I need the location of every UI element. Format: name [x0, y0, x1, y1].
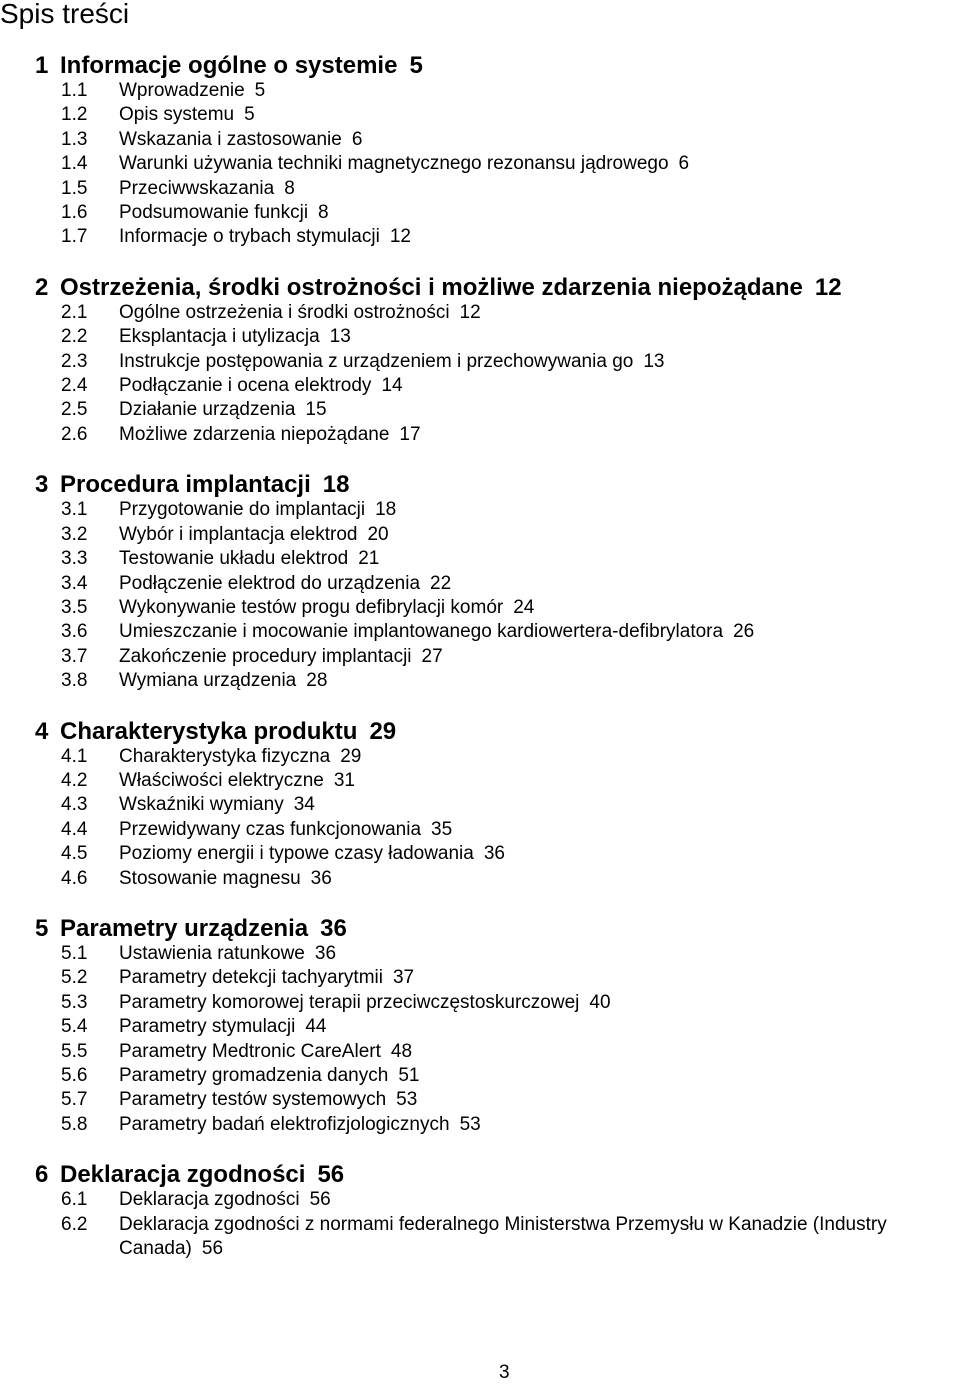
toc-entry-title: Deklaracja zgodności z normami federalnego Ministerstwa Przemysłu w Kanadzie (Industry Canada)	[119, 1213, 887, 1260]
toc-entry-title-wrap	[119, 572, 960, 596]
toc-entry[interactable]	[35, 374, 960, 398]
toc-entry[interactable]	[35, 793, 960, 817]
toc-entry-title: Parametry komorowej terapii przeciwczęstoskurczowej	[119, 991, 580, 1013]
toc-section-page: 56	[317, 1161, 345, 1189]
toc-entry-page: 48	[390, 1040, 413, 1062]
toc-entry-page: 22	[430, 572, 452, 594]
toc-entry-title-wrap	[119, 201, 960, 225]
toc-entry-number: 2.4	[61, 375, 88, 397]
toc-entry-page: 5	[254, 80, 266, 101]
toc-subsection-list	[35, 498, 960, 693]
toc-entry-title: Parametry Medtronic CareAlert	[119, 1040, 381, 1062]
toc-entry-title: Wymiana urządzenia	[119, 670, 297, 692]
toc-entry-number: 3.3	[61, 548, 88, 570]
toc-entry-title: Poziomy energii i typowe czasy ładowania	[119, 843, 474, 865]
toc-entry-number: 1.7	[61, 226, 88, 248]
toc-entry-title: Stosowanie magnesu	[119, 867, 301, 889]
toc-entry-number: 6.2	[61, 1213, 88, 1235]
toc-entry-title: Ogólne ostrzeżenia i środki ostrożności	[119, 301, 450, 323]
toc-entry-page: 8	[284, 177, 295, 199]
toc-entry-title: Podłączenie elektrod do urządzenia	[119, 572, 421, 594]
toc-entry-number: 5.2	[61, 967, 88, 989]
toc-entry-number: 5.7	[61, 1089, 88, 1111]
toc-entry-title: Przeciwwskazania	[119, 177, 275, 199]
toc-entry[interactable]	[35, 398, 960, 422]
toc-entry-number: 4.1	[61, 745, 88, 767]
toc-entry-page: 8	[318, 202, 329, 224]
toc-entry-title: Warunki używania techniki magnetycznego rezonansu jądrowego	[119, 153, 669, 175]
toc-entry-page: 5	[244, 104, 255, 126]
toc-entry-number: 3.7	[61, 645, 88, 667]
toc-entry[interactable]	[35, 669, 960, 693]
toc-entry-number: 5.1	[61, 942, 88, 964]
toc-entry-page: 18	[375, 499, 397, 521]
toc-entry-title-wrap	[119, 793, 960, 817]
toc-entry-title: Informacje o trybach stymulacji	[119, 226, 380, 248]
toc-entry-number: 2.1	[61, 301, 88, 323]
toc-entry[interactable]	[35, 966, 960, 990]
toc-entry-page: 26	[733, 621, 755, 643]
toc-entry-title-wrap	[119, 1088, 960, 1112]
toc-section-heading[interactable]	[35, 53, 960, 79]
toc-entry-page: 36	[314, 942, 337, 964]
toc-entry-title: Eksplantacja i utylizacja	[119, 326, 320, 348]
toc-entry-title-wrap	[119, 177, 960, 201]
toc-section	[35, 1162, 960, 1261]
toc-subsection-list	[35, 1188, 960, 1261]
toc-section	[35, 53, 960, 250]
toc-section-page: 18	[322, 471, 350, 499]
toc-entry-title: Możliwe zdarzenia niepożądane	[119, 423, 390, 445]
toc-entry-page: 40	[589, 991, 611, 1013]
toc-entry-number: 4.4	[61, 818, 88, 840]
toc-section	[35, 719, 960, 891]
toc-entry-title-wrap	[119, 620, 960, 644]
toc-entry-title-wrap	[119, 1015, 960, 1039]
toc-entry-number: 4.5	[61, 843, 88, 865]
toc-entry-page: 13	[643, 350, 665, 372]
page-number: 3	[499, 1362, 510, 1383]
toc-entry-title: Instrukcje postępowania z urządzeniem i przechowywania go	[119, 350, 634, 372]
toc-section-number: 6	[35, 1161, 49, 1189]
toc-entry-title-wrap	[119, 1188, 960, 1212]
toc-entry-number: 1.3	[61, 128, 88, 150]
toc-section	[35, 916, 960, 1137]
toc-entry-page: 53	[396, 1089, 418, 1111]
toc-entry-title-wrap	[119, 374, 960, 398]
table-of-contents	[35, 53, 960, 1261]
toc-entry-title-wrap	[119, 523, 960, 547]
toc-entry[interactable]	[35, 152, 960, 176]
toc-entry-title-wrap	[119, 669, 960, 693]
toc-entry-title-wrap	[119, 423, 960, 447]
toc-entry-title-wrap	[119, 1040, 960, 1064]
toc-entry-title-wrap	[119, 398, 960, 422]
toc-entry-title: Właściwości elektryczne	[119, 769, 324, 791]
toc-entry[interactable]	[35, 645, 960, 669]
toc-entry-number: 5.8	[61, 1113, 88, 1135]
toc-entry-title-wrap	[119, 942, 960, 966]
toc-entry[interactable]	[35, 547, 960, 571]
toc-entry-number: 1.2	[61, 104, 88, 126]
toc-entry[interactable]	[35, 523, 960, 547]
toc-section	[35, 472, 960, 693]
toc-entry-page: 21	[358, 548, 380, 570]
toc-entry[interactable]	[35, 769, 960, 793]
toc-section-page: 12	[814, 273, 842, 301]
toc-entry[interactable]	[35, 596, 960, 620]
toc-entry-title-wrap	[119, 1213, 960, 1262]
toc-entry-title: Wskazania i zastosowanie	[119, 128, 342, 150]
toc-entry-title-wrap	[119, 547, 960, 571]
toc-entry[interactable]	[35, 1064, 960, 1088]
toc-entry-number: 4.3	[61, 794, 88, 816]
toc-entry[interactable]	[35, 942, 960, 966]
toc-entry[interactable]	[35, 572, 960, 596]
toc-entry-page: 12	[389, 226, 411, 248]
toc-entry-title: Charakterystyka fizyczna	[119, 745, 331, 767]
toc-section-number: 4	[35, 717, 49, 745]
toc-section-heading[interactable]	[35, 472, 960, 498]
toc-entry-page: 37	[392, 967, 415, 989]
toc-entry-page: 34	[293, 794, 315, 816]
toc-entry[interactable]	[35, 818, 960, 842]
toc-entry-title: Parametry detekcji tachyarytmii	[119, 967, 383, 989]
toc-entry[interactable]	[35, 301, 960, 325]
toc-entry-title-wrap	[119, 301, 960, 325]
toc-entry-title-wrap	[119, 128, 960, 152]
toc-entry[interactable]	[35, 1040, 960, 1064]
toc-entry-title: Opis systemu	[119, 104, 235, 126]
page-title: Spis treści	[0, 0, 130, 29]
toc-entry-page: 36	[310, 867, 332, 889]
toc-section-number: 1	[35, 52, 49, 79]
toc-entry-page: 56	[201, 1238, 224, 1260]
toc-entry-title: Działanie urządzenia	[119, 399, 296, 421]
toc-entry[interactable]	[35, 1113, 960, 1137]
toc-entry[interactable]	[35, 842, 960, 866]
toc-entry[interactable]	[35, 128, 960, 152]
toc-entry-page: 27	[421, 645, 443, 667]
toc-entry-number: 4.2	[61, 769, 88, 791]
toc-section-heading[interactable]	[35, 719, 960, 745]
toc-entry[interactable]	[35, 201, 960, 225]
toc-entry-number: 5.5	[61, 1040, 88, 1062]
toc-entry-number: 1.6	[61, 202, 88, 224]
toc-entry-number: 3.5	[61, 596, 88, 618]
toc-section	[35, 275, 960, 447]
toc-subsection-list	[35, 301, 960, 447]
toc-entry[interactable]	[35, 620, 960, 644]
toc-entry-title: Zakończenie procedury implantacji	[119, 645, 412, 667]
toc-entry-title: Wskaźniki wymiany	[119, 794, 284, 816]
toc-section-number: 5	[35, 914, 49, 942]
toc-entry-title-wrap	[119, 350, 960, 374]
toc-entry-title: Deklaracja zgodności	[119, 1189, 300, 1211]
toc-entry-page: 13	[329, 326, 351, 348]
toc-section-heading[interactable]	[35, 916, 960, 942]
toc-entry-title-wrap	[119, 818, 960, 842]
toc-entry-page: 29	[340, 745, 362, 767]
toc-entry-number: 2.6	[61, 423, 88, 445]
toc-entry-page: 44	[305, 1016, 327, 1038]
toc-section-page: 36	[320, 914, 347, 942]
toc-entry-page: 53	[459, 1113, 481, 1135]
toc-section-title: Procedura implantacji	[60, 471, 311, 499]
toc-entry-title-wrap	[119, 769, 960, 793]
toc-entry-number: 5.3	[61, 991, 88, 1013]
toc-entry-number: 1.5	[61, 177, 88, 199]
toc-entry-number: 5.4	[61, 1016, 88, 1038]
toc-entry-page: 12	[459, 301, 481, 323]
toc-entry-title: Parametry stymulacji	[119, 1016, 296, 1038]
toc-entry-title-wrap	[119, 79, 960, 103]
toc-section-title: Informacje ogólne o systemie	[60, 52, 398, 79]
toc-section-number: 2	[35, 273, 49, 301]
toc-entry-title: Umieszczanie i mocowanie implantowanego kardiowertera-defibrylatora	[119, 621, 724, 643]
toc-entry-number: 1.1	[61, 80, 88, 101]
toc-entry[interactable]	[35, 423, 960, 447]
toc-entry-title: Wybór i implantacja elektrod	[119, 523, 358, 545]
toc-entry-title-wrap	[119, 991, 960, 1015]
toc-entry-title: Parametry gromadzenia danych	[119, 1065, 389, 1086]
toc-entry[interactable]	[35, 103, 960, 127]
toc-entry-title-wrap	[119, 842, 960, 866]
toc-entry-page: 36	[483, 843, 505, 865]
toc-entry[interactable]	[35, 177, 960, 201]
toc-entry-number: 3.6	[61, 621, 88, 643]
toc-entry-title-wrap	[119, 1113, 960, 1137]
toc-entry[interactable]	[35, 1015, 960, 1039]
toc-section-heading[interactable]	[35, 1162, 960, 1188]
toc-entry[interactable]	[35, 867, 960, 891]
toc-entry[interactable]	[35, 1088, 960, 1112]
toc-entry-title-wrap	[119, 867, 960, 891]
toc-section-page: 5	[409, 52, 423, 79]
toc-subsection-list	[35, 79, 960, 250]
toc-entry-title: Parametry testów systemowych	[119, 1089, 387, 1111]
toc-entry-title: Podsumowanie funkcji	[119, 202, 309, 224]
toc-entry-number: 6.1	[61, 1189, 88, 1211]
toc-entry-title: Wprowadzenie	[119, 80, 245, 101]
toc-entry-number: 3.4	[61, 572, 88, 594]
toc-entry-title: Przygotowanie do implantacji	[119, 499, 366, 521]
toc-entry[interactable]	[35, 225, 960, 249]
toc-entry-number: 3.8	[61, 670, 88, 692]
toc-entry-number: 3.2	[61, 523, 88, 545]
toc-section-title: Ostrzeżenia, środki ostrożności i możliwe zdarzenia niepożądane	[60, 273, 803, 301]
toc-entry-number: 2.3	[61, 350, 88, 372]
toc-entry[interactable]	[35, 498, 960, 522]
toc-entry-title: Przewidywany czas funkcjonowania	[119, 818, 422, 840]
toc-section-title: Deklaracja zgodności	[60, 1161, 306, 1189]
toc-entry-page: 6	[351, 128, 363, 150]
toc-entry-title-wrap	[119, 325, 960, 349]
toc-entry[interactable]	[35, 1213, 960, 1262]
toc-entry-title-wrap	[119, 966, 960, 990]
toc-entry-title-wrap	[119, 152, 960, 176]
toc-entry[interactable]	[35, 350, 960, 374]
toc-section-title: Parametry urządzenia	[60, 914, 309, 942]
toc-entry-title: Podłączanie i ocena elektrody	[119, 375, 372, 397]
toc-entry-title-wrap	[119, 225, 960, 249]
toc-entry-title: Wykonywanie testów progu defibrylacji komór	[119, 596, 504, 618]
toc-entry-page: 14	[381, 375, 403, 397]
toc-section-heading[interactable]	[35, 275, 960, 301]
toc-entry[interactable]	[35, 745, 960, 769]
toc-entry-number: 2.2	[61, 326, 88, 348]
toc-entry-title-wrap	[119, 103, 960, 127]
toc-entry-number: 4.6	[61, 867, 88, 889]
toc-entry-number: 5.6	[61, 1065, 88, 1086]
toc-entry-page: 6	[678, 153, 690, 175]
toc-section-number: 3	[35, 471, 49, 499]
toc-entry-title-wrap	[119, 1064, 960, 1088]
toc-entry[interactable]	[35, 991, 960, 1015]
toc-subsection-list	[35, 942, 960, 1137]
toc-entry-title: Ustawienia ratunkowe	[119, 942, 305, 964]
toc-section-title: Charakterystyka produktu	[60, 717, 358, 745]
toc-entry-page: 20	[367, 523, 389, 545]
toc-entry[interactable]	[35, 79, 960, 103]
toc-entry-title-wrap	[119, 745, 960, 769]
toc-subsection-list	[35, 745, 960, 891]
toc-entry-number: 3.1	[61, 499, 88, 521]
toc-entry-number: 2.5	[61, 399, 88, 421]
toc-entry-page: 24	[513, 596, 535, 618]
toc-entry-page: 15	[305, 399, 327, 421]
toc-entry-title: Testowanie układu elektrod	[119, 548, 349, 570]
toc-entry-page: 35	[431, 818, 453, 840]
toc-entry-page: 51	[398, 1065, 420, 1086]
toc-entry-page: 56	[309, 1189, 331, 1211]
toc-entry-title-wrap	[119, 498, 960, 522]
toc-entry-title-wrap	[119, 596, 960, 620]
toc-entry-title: Parametry badań elektrofizjologicznych	[119, 1113, 450, 1135]
toc-entry[interactable]	[35, 1188, 960, 1212]
toc-entry-page: 31	[333, 769, 355, 791]
toc-entry-page: 17	[399, 423, 421, 445]
toc-section-page: 29	[369, 717, 397, 745]
toc-entry-number: 1.4	[61, 153, 88, 175]
toc-entry-title-wrap	[119, 645, 960, 669]
toc-entry[interactable]	[35, 325, 960, 349]
toc-entry-page: 28	[306, 670, 328, 692]
